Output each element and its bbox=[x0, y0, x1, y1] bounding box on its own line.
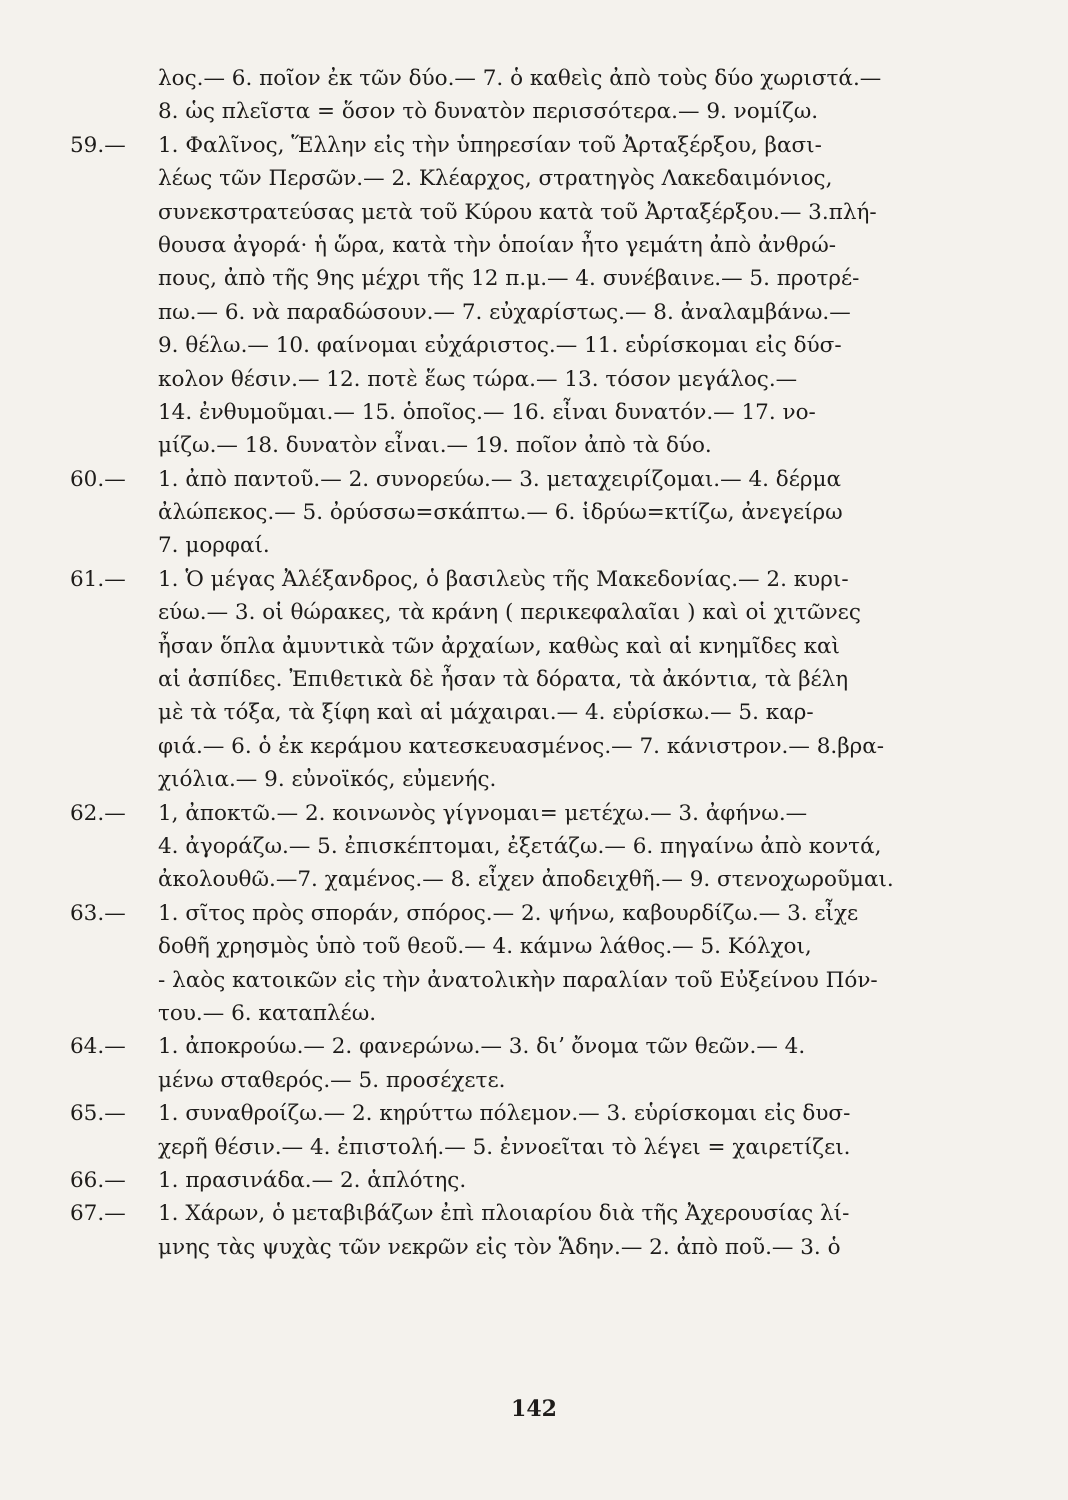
text-line bbox=[70, 1064, 970, 1097]
text-line bbox=[70, 396, 970, 429]
line-text: 7. μορφαί. bbox=[158, 533, 270, 559]
entry-number: 65.— bbox=[70, 1101, 126, 1127]
line-text: 9. θέλω.— 10. φαίνομαι εὐχάριστος.— 11. εὑρίσκομαι εἰς δύσ- bbox=[158, 333, 842, 359]
text-line bbox=[70, 797, 970, 830]
text-line bbox=[70, 463, 970, 496]
line-text: ἀλώπεκος.— 5. ὀρύσσω=σκάπτω.— 6. ἱδρύω=κτίζω, ἀνεγείρω bbox=[158, 500, 843, 526]
text-line bbox=[70, 997, 970, 1030]
entry-number: 62.— bbox=[70, 800, 126, 826]
line-text: χιόλια.— 9. εὐνοϊκός, εὐμενής. bbox=[158, 767, 497, 793]
entry-number: 60.— bbox=[70, 466, 126, 492]
text-line bbox=[70, 630, 970, 663]
line-text: 1, ἀποκτῶ.— 2. κοινωνὸς γίγνομαι= μετέχω.— 3. ἀφήνω.— bbox=[158, 800, 808, 826]
text-line bbox=[70, 1097, 970, 1130]
text-line bbox=[70, 62, 970, 95]
entry-number: 63.— bbox=[70, 900, 126, 926]
text-line bbox=[70, 363, 970, 396]
text-line bbox=[70, 596, 970, 629]
line-text: συνεκστρατεύσας μετὰ τοῦ Κύρου κατὰ τοῦ Ἀρταξέρξου.— 3.πλή- bbox=[158, 199, 877, 225]
line-text: 1. ἀποκρούω.— 2. φανερώνω.— 3. διʼ ὄνομα τῶν θεῶν.— 4. bbox=[158, 1034, 806, 1060]
line-text: 1. σῖτος πρὸς σποράν, σπόρος.— 2. ψήνω, καβουρδίζω.— 3. εἶχε bbox=[158, 900, 859, 926]
line-text: δοθῆ χρησμὸς ὑπὸ τοῦ θεοῦ.— 4. κάμνω λάθος.— 5. Κόλχοι, bbox=[158, 934, 812, 960]
line-text: θουσα ἀγορά· ἡ ὥρα, κατὰ τὴν ὁποίαν ἦτο γεμάτη ἀπὸ ἀνθρώ- bbox=[158, 232, 836, 258]
text-line bbox=[70, 730, 970, 763]
entry-number: 61.— bbox=[70, 566, 126, 592]
line-text: κολον θέσιν.— 12. ποτὲ ἕως τώρα.— 13. τόσον μεγάλος.— bbox=[158, 366, 798, 392]
line-text: αἱ ἀσπίδες. Ἐπιθετικὰ δὲ ἦσαν τὰ δόρατα, τὰ ἀκόντια, τὰ βέλη bbox=[158, 667, 849, 693]
text-line bbox=[70, 496, 970, 529]
line-text: 1. Φαλῖνος, Ἕλλην εἰς τὴν ὑπηρεσίαν τοῦ Ἀρταξέρξου, βασι- bbox=[158, 132, 822, 158]
line-text: 4. ἀγοράζω.— 5. ἐπισκέπτομαι, ἐξετάζω.— 6. πηγαίνω ἀπὸ κοντά, bbox=[158, 833, 882, 859]
line-text: πω.— 6. νὰ παραδώσουν.— 7. εὐχαρίστως.— 8. ἀναλαμβάνω.— bbox=[158, 299, 851, 325]
text-line bbox=[70, 663, 970, 696]
line-text: μένω σταθερός.— 5. προσέχετε. bbox=[158, 1067, 506, 1093]
text-line bbox=[70, 696, 970, 729]
line-text: 1. πρασινάδα.— 2. ἁπλότης. bbox=[158, 1167, 467, 1193]
text-line bbox=[70, 563, 970, 596]
text-line bbox=[70, 229, 970, 262]
entry-number: 64.— bbox=[70, 1034, 126, 1060]
line-text: φιά.— 6. ὁ ἐκ κεράμου κατεσκευασμένος.— 7. κάνιστρον.— 8.βρα- bbox=[158, 733, 885, 759]
entry-number: 66.— bbox=[70, 1167, 126, 1193]
text-line bbox=[70, 196, 970, 229]
text-line bbox=[70, 964, 970, 997]
line-text: μὲ τὰ τόξα, τὰ ξίφη καὶ αἱ μάχαιραι.— 4. εὑρίσκω.— 5. καρ- bbox=[158, 700, 814, 726]
text-line bbox=[70, 529, 970, 562]
text-line bbox=[70, 429, 970, 462]
text-line bbox=[70, 930, 970, 963]
line-text: 1. ἀπὸ παντοῦ.— 2. συνορεύω.— 3. μεταχειρίζομαι.— 4. δέρμα bbox=[158, 466, 842, 492]
line-text: του.— 6. καταπλέω. bbox=[158, 1000, 377, 1026]
line-text: χερῆ θέσιν.— 4. ἐπιστολή.— 5. ἐννοεῖται τὸ λέγει = χαιρετίζει. bbox=[158, 1134, 851, 1160]
line-text: - λαὸς κατοικῶν εἰς τὴν ἀνατολικὴν παραλίαν τοῦ Εὐξείνου Πόν- bbox=[158, 967, 878, 993]
text-line bbox=[70, 129, 970, 162]
text-line bbox=[70, 1197, 970, 1230]
line-text: πους, ἀπὸ τῆς 9ης μέχρι τῆς 12 π.μ.— 4. συνέβαινε.— 5. προτρέ- bbox=[158, 266, 860, 292]
text-line bbox=[70, 763, 970, 796]
text-line bbox=[70, 1164, 970, 1197]
text-line bbox=[70, 329, 970, 362]
line-text: ἦσαν ὅπλα ἀμυντικὰ τῶν ἀρχαίων, καθὼς καὶ αἱ κνημῖδες καὶ bbox=[158, 633, 840, 659]
text-line bbox=[70, 1231, 970, 1264]
line-text: 1. Ὁ μέγας Ἀλέξανδρος, ὁ βασιλεὺς τῆς Μακεδονίας.— 2. κυρι- bbox=[158, 566, 849, 592]
text-line bbox=[70, 95, 970, 128]
entry-number: 59.— bbox=[70, 132, 126, 158]
text-line bbox=[70, 1030, 970, 1063]
line-text: 1. συναθροίζω.— 2. κηρύττω πόλεμον.— 3. εὑρίσκομαι εἰς δυσ- bbox=[158, 1101, 851, 1127]
line-text: εύω.— 3. οἱ θώρακες, τὰ κράνη ( περικεφαλαῖαι ) καὶ οἱ χιτῶνες bbox=[158, 600, 861, 626]
line-text: 8. ὡς πλεῖστα = ὅσον τὸ δυνατὸν περισσότερα.— 9. νομίζω. bbox=[158, 99, 819, 125]
line-text: ἀκολουθῶ.—7. χαμένος.— 8. εἶχεν ἀποδειχθῆ.— 9. στενοχωροῦμαι. bbox=[158, 867, 894, 893]
page-number: 142 bbox=[511, 1396, 557, 1422]
line-text: 1. Χάρων, ὁ μεταβιβάζων ἐπὶ πλοιαρίου διὰ τῆς Ἀχερουσίας λί- bbox=[158, 1201, 850, 1227]
text-line bbox=[70, 296, 970, 329]
line-text: 14. ἐνθυμοῦμαι.— 15. ὁποῖος.— 16. εἶναι δυνατόν.— 17. νο- bbox=[158, 399, 816, 425]
text-line bbox=[70, 262, 970, 295]
text-line bbox=[70, 1131, 970, 1164]
text-line bbox=[70, 863, 970, 896]
text-block bbox=[70, 62, 970, 1264]
line-text: μίζω.— 18. δυνατὸν εἶναι.— 19. ποῖον ἀπὸ τὰ δύο. bbox=[158, 433, 712, 459]
line-text: λέως τῶν Περσῶν.— 2. Κλέαρχος, στρατηγὸς Λακεδαιμόνιος, bbox=[158, 166, 833, 192]
entry-number: 67.— bbox=[70, 1201, 126, 1227]
text-line bbox=[70, 897, 970, 930]
line-text: μνης τὰς ψυχὰς τῶν νεκρῶν εἰς τὸν Ἅδην.— 2. ἀπὸ ποῦ.— 3. ὁ bbox=[158, 1234, 841, 1260]
text-line bbox=[70, 830, 970, 863]
line-text: λος.— 6. ποῖον ἐκ τῶν δύο.— 7. ὁ καθεὶς ἀπὸ τοὺς δύο χωριστά.— bbox=[158, 66, 882, 91]
text-line bbox=[70, 162, 970, 195]
